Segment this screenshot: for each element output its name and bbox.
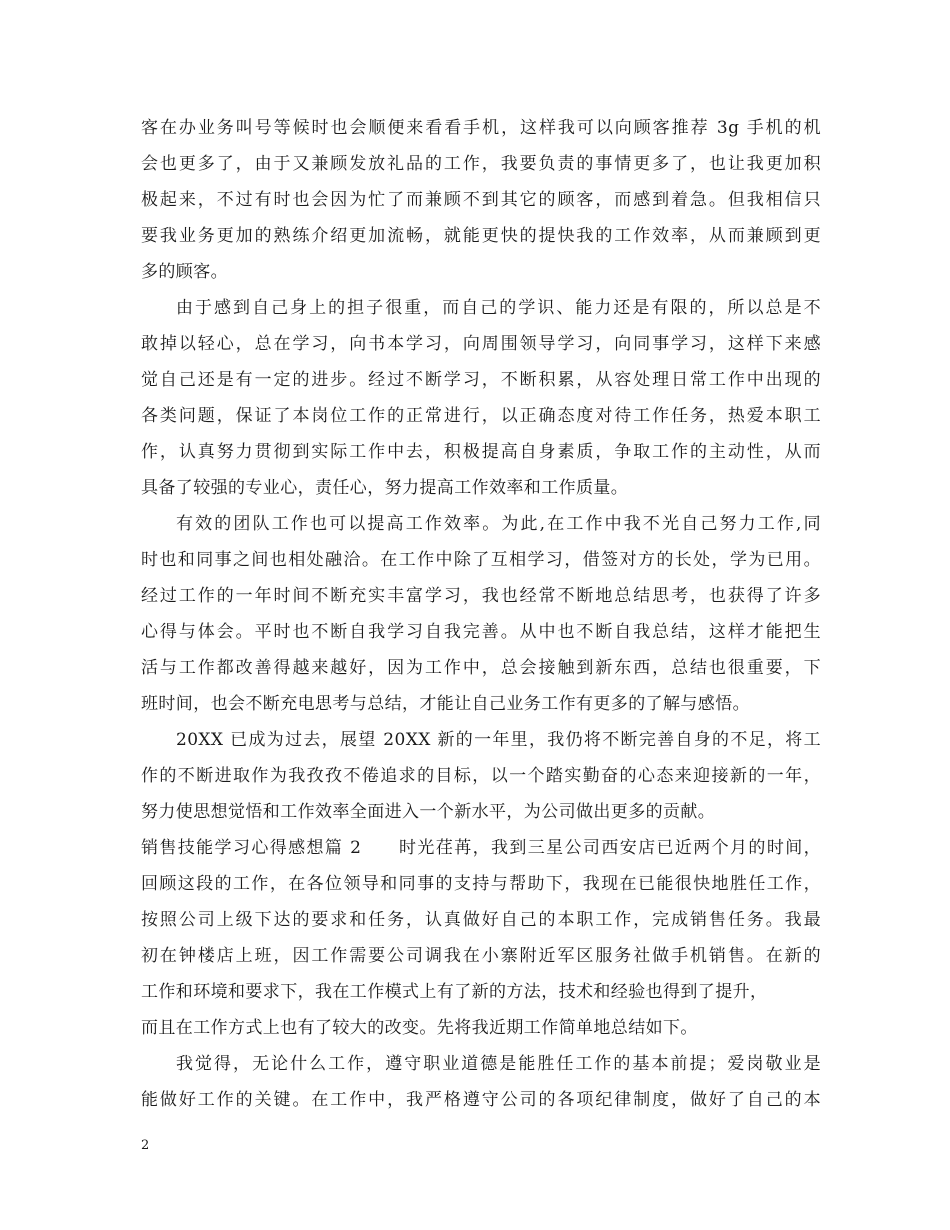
text-line: 要我业务更加的熟练介绍更加流畅，就能更快的提快我的工作效率，从而兼顾到更 [141,226,821,246]
text-line: 具备了较强的专业心，责任心，努力提高工作效率和工作质量。 [141,478,629,498]
text-line: 初在钟楼店上班，因工作需要公司调我在小寨附近军区服务社做手机销售。在新的 [141,946,821,966]
text-line: 按照公司上级下达的要求和任务，认真做好自己的本职工作，完成销售任务。我最 [141,910,821,930]
text-line: 工作和环境和要求下，我在工作模式上有了新的方法，技术和经验也得到了提升， [141,982,768,1002]
text-line: 客在办业务叫号等候时也会顺便来看看手机，这样我可以向顾客推荐 3g 手机的机 [141,118,821,138]
text-line: 觉自己还是有一定的进步。经过不断学习，不断积累，从容处理日常工作中出现的 [141,370,821,390]
page-number: 2 [141,1138,150,1153]
text-line: 会也更多了，由于又兼顾发放礼品的工作，我要负责的事情更多了，也让我更加积 [141,154,821,174]
text-line: 努力使思想觉悟和工作效率全面进入一个新水平，为公司做出更多的贡献。 [141,802,716,822]
text-line: 极起来，不过有时也会因为忙了而兼顾不到其它的顾客，而感到着急。但我相信只 [141,190,821,210]
text-line: 经过工作的一年时间不断充实丰富学习，我也经常不断地总结思考，也获得了许多 [141,586,821,606]
paragraph-first-line: 20XX 已成为过去，展望 20XX 新的一年里，我仍将不断完善自身的不足，将工 [176,730,821,750]
text-line: 而且在工作方式上也有了较大的改变。先将我近期工作简单地总结如下。 [141,1018,698,1038]
text-line: 敢掉以轻心，总在学习，向书本学习，向周围领导学习，向同事学习，这样下来感 [141,334,821,354]
paragraph-first-line: 由于感到自己身上的担子很重，而自己的学识、能力还是有限的，所以总是不 [176,298,821,318]
text-line: 回顾这段的工作，在各位领导和同事的支持与帮助下，我现在已能很快地胜任工作， [141,874,821,894]
text-line: 作的不断进取作为我孜孜不倦追求的目标，以一个踏实勤奋的心态来迎接新的一年， [141,766,821,786]
text-line: 时也和同事之间也相处融洽。在工作中除了互相学习，借签对方的长处，学为已用。 [141,550,821,570]
text-line: 多的顾客。 [141,262,228,282]
text-line: 作，认真努力贯彻到实际工作中去，积极提高自身素质，争取工作的主动性，从而 [141,442,821,462]
text-line: 能做好工作的关键。在工作中，我严格遵守公司的各项纪律制度，做好了自己的本 [141,1090,821,1110]
text-line: 班时间，也会不断充电思考与总结，才能让自己业务工作有更多的了解与感悟。 [141,694,750,714]
paragraph-first-line: 我觉得，无论什么工作，遵守职业道德是能胜任工作的基本前提；爱岗敬业是 [176,1054,821,1074]
text-line: 心得与体会。平时也不断自我学习自我完善。从中也不断自我总结，这样才能把生 [141,622,821,642]
section-heading-line: 销售技能学习心得感想篇 2 时光荏苒，我到三星公司西安店已近两个月的时间， [141,838,821,858]
text-line: 各类问题，保证了本岗位工作的正常进行，以正确态度对待工作任务，热爱本职工 [141,406,821,426]
paragraph-first-line: 有效的团队工作也可以提高工作效率。为此,在工作中我不光自己努力工作,同 [176,514,821,534]
text-line: 活与工作都改善得越来越好，因为工作中，总会接触到新东西，总结也很重要，下 [141,658,821,678]
